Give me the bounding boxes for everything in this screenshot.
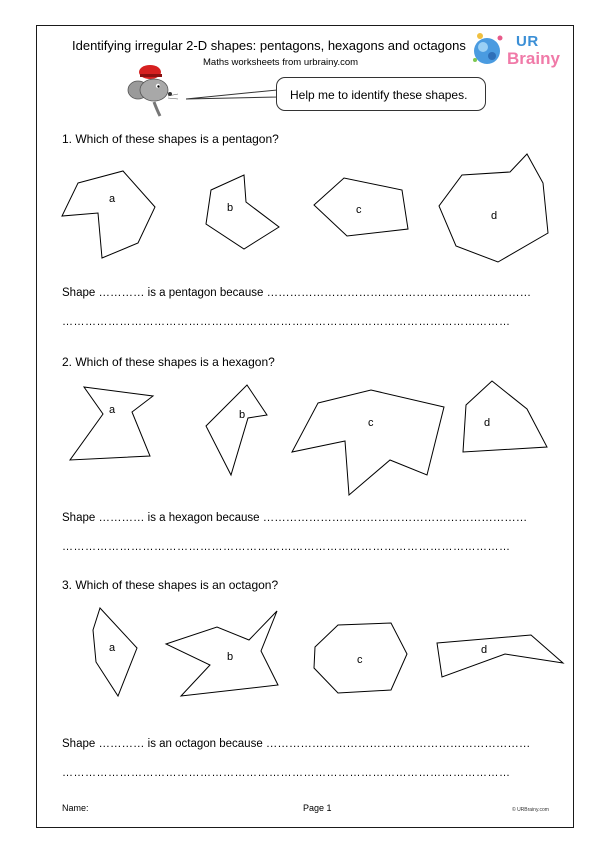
question-1-dotted-line[interactable]: ……………………………………………………………………………………………………… [62,316,511,328]
question-3-answer-line[interactable]: Shape ………… is an octagon because …………………………………………………………… [62,738,531,750]
q1-label-b: b [227,202,234,214]
q3-label-b: b [227,651,234,663]
q2-label-d: d [484,417,491,429]
question-1-prompt: 1. Which of these shapes is a pentagon? [62,132,279,146]
name-label: Name: [62,803,89,813]
question-2-dotted-line[interactable]: ……………………………………………………………………………………………………… [62,541,511,553]
q3-label-d: d [481,644,488,656]
q3-shape-d [437,635,563,677]
page-subtitle: Maths worksheets from urbrainy.com [203,57,359,68]
speech-bubble-text: Help me to identify these shapes. [290,88,468,102]
q1-shape-d [439,154,548,262]
q1-label-d: d [491,210,498,222]
q3-label-c: c [357,654,363,666]
copyright-text: © URBrainy.com [512,807,549,813]
question-3-prompt: 3. Which of these shapes is an octagon? [62,578,279,592]
q2-shape-a [70,387,153,460]
page-title: Identifying irregular 2-D shapes: pentagons, hexagons and octagons [72,38,466,53]
q2-label-c: c [368,417,374,429]
question-2-prompt: 2. Which of these shapes is a hexagon? [62,355,275,369]
q2-label-a: a [109,404,116,416]
q1-label-a: a [109,193,116,205]
q2-shape-d [463,381,547,452]
question-1-answer-line[interactable]: Shape ………… is a pentagon because …………………………………………………………… [62,287,532,299]
page-number: Page 1 [303,803,332,813]
q3-shape-b [166,611,278,696]
logo-brainy-text: Brainy [507,49,560,68]
q1-shape-a [62,171,155,258]
q2-label-b: b [239,409,246,421]
q1-label-c: c [356,204,362,216]
q3-label-a: a [109,642,116,654]
q1-shape-b [206,175,279,249]
q2-shape-c [292,390,444,495]
question-2-answer-line[interactable]: Shape ………… is a hexagon because …………………………………………………………… [62,512,528,524]
logo-ur-text: UR [516,33,539,50]
question-3-dotted-line[interactable]: ……………………………………………………………………………………………………… [62,767,511,779]
q2-shape-b [206,385,267,475]
